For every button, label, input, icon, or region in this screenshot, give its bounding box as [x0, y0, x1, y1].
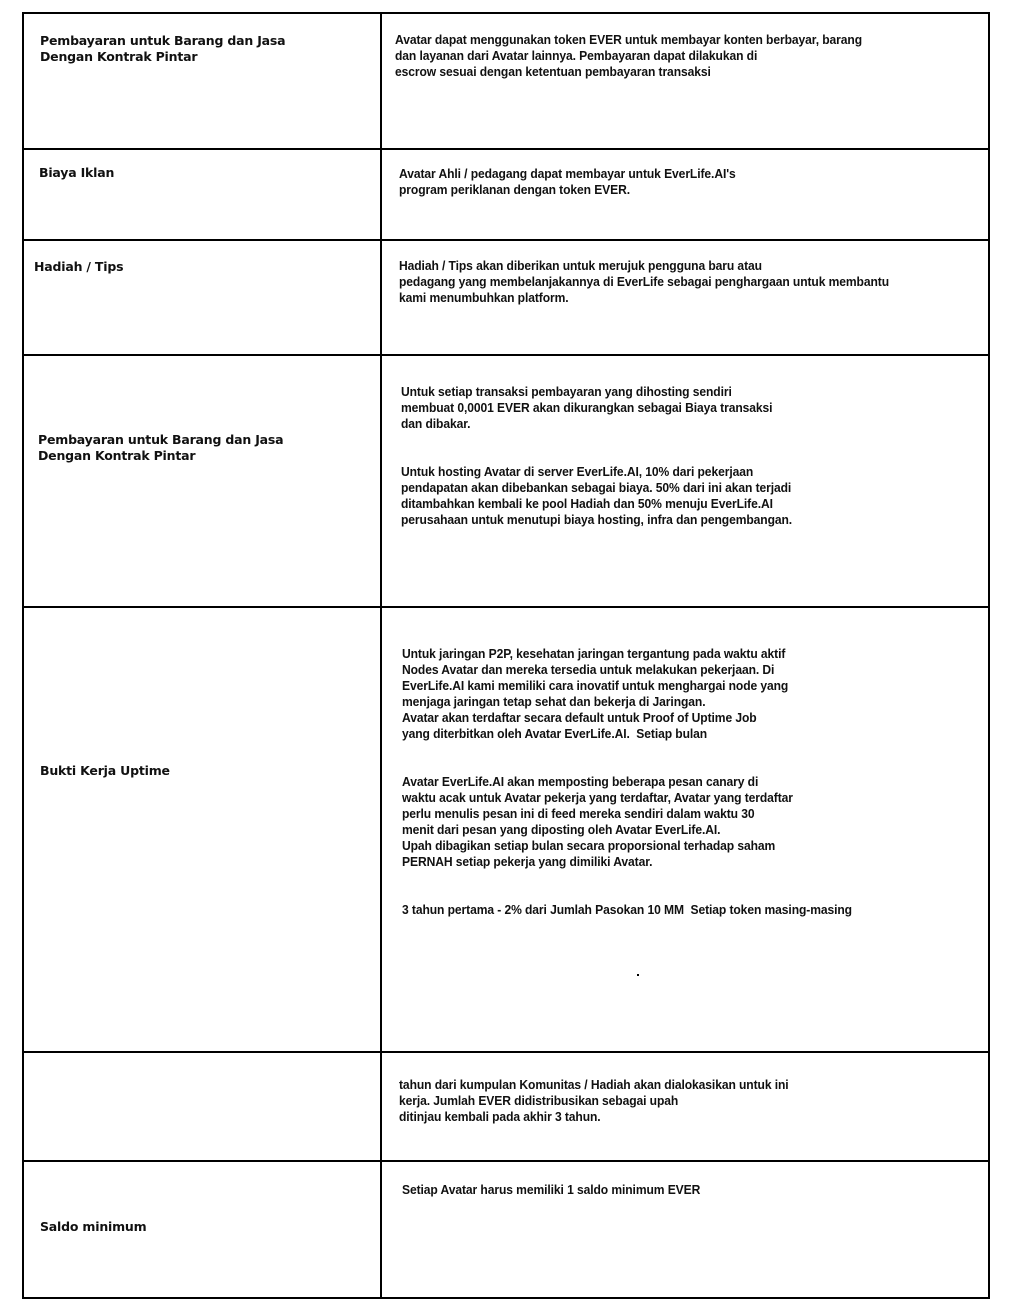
label-cell [23, 240, 381, 355]
stray-dot [637, 974, 639, 976]
row-label: Hadiah / Tips [34, 259, 124, 274]
row-label: Biaya Iklan [39, 165, 115, 180]
description-text: Untuk hosting Avatar di server EverLife.AI, 10% dari pekerjaan pendapatan akan dibebankan sebagai biaya. 50% dari ini akan terjadi ditambahkan kembali ke pool Hadiah dan 50% menuju EverLife.AI perusahaan untuk menutupi biaya hosting, infra dan pengembangan. [400, 464, 792, 527]
description-text: Avatar EverLife.AI akan memposting beberapa pesan canary di waktu acak untuk Avatar pekerja yang terdaftar, Avatar yang terdaftar perlu menulis pesan ini di feed mereka sendiri dalam waktu 30 menit dari pesan yang diposting oleh Avatar EverLife.AI. Upah dibagikan setiap bulan secara proporsional terhadap saham PERNAH setiap pekerja yang dimiliki Avatar. [401, 774, 793, 869]
description-cell [381, 1161, 989, 1298]
row-label: Pembayaran untuk Barang dan Jasa Dengan Kontrak Pintar [38, 432, 284, 463]
description-cell [381, 149, 989, 240]
table-row [23, 1052, 989, 1161]
table-row [23, 1161, 989, 1298]
description-text: Untuk setiap transaksi pembayaran yang dihosting sendiri membuat 0,0001 EVER akan dikurangkan sebagai Biaya transaksi dan dibakar. [400, 384, 773, 431]
label-cell [23, 355, 381, 607]
description-cell [381, 1052, 989, 1161]
table-row [23, 607, 989, 1052]
description-cell [381, 607, 989, 1052]
label-cell [23, 13, 381, 149]
description-cell [381, 13, 989, 149]
label-cell [23, 149, 381, 240]
description-text: Untuk jaringan P2P, kesehatan jaringan tergantung pada waktu aktif Nodes Avatar dan mereka tersedia untuk melakukan pekerjaan. Di EverLife.AI kami memiliki cara inovatif untuk menghargai node yang menjaga jaringan tetap sehat dan bekerja di Jaringan. Avatar akan terdaftar secara default untuk Proof of Uptime Job yang diterbitkan oleh Avatar EverLife.AI. Setiap bulan [401, 646, 788, 741]
description-text: Avatar Ahli / pedagang dapat membayar untuk EverLife.AI's program periklanan dengan token EVER. [398, 166, 736, 197]
row-label: Saldo minimum [40, 1219, 147, 1234]
description-cell [381, 355, 989, 607]
row-label: Bukti Kerja Uptime [40, 763, 170, 778]
row-label: Pembayaran untuk Barang dan Jasa Dengan Kontrak Pintar [40, 33, 286, 64]
table-row [23, 240, 989, 355]
table-row [23, 13, 989, 149]
table-row [23, 355, 989, 607]
description-cell [381, 240, 989, 355]
label-cell [23, 1161, 381, 1298]
label-cell [23, 607, 381, 1052]
label-cell [23, 1052, 381, 1161]
description-text: tahun dari kumpulan Komunitas / Hadiah akan dialokasikan untuk ini kerja. Jumlah EVER didistribusikan sebagai upah ditinjau kembali pada akhir 3 tahun. [398, 1077, 789, 1124]
token-utility-table [22, 12, 990, 1299]
description-text: 3 tahun pertama - 2% dari Jumlah Pasokan 10 MM Setiap token masing-masing [401, 902, 852, 917]
description-text: Avatar dapat menggunakan token EVER untuk membayar konten berbayar, barang dan layanan dari Avatar lainnya. Pembayaran dapat dilakukan di escrow sesuai dengan ketentuan pembayaran transaksi [394, 32, 862, 79]
description-text: Setiap Avatar harus memiliki 1 saldo minimum EVER [401, 1182, 700, 1197]
table-row [23, 149, 989, 240]
description-text: Hadiah / Tips akan diberikan untuk merujuk pengguna baru atau pedagang yang membelanjakannya di EverLife sebagai penghargaan untuk membantu kami menumbuhkan platform. [398, 258, 889, 305]
